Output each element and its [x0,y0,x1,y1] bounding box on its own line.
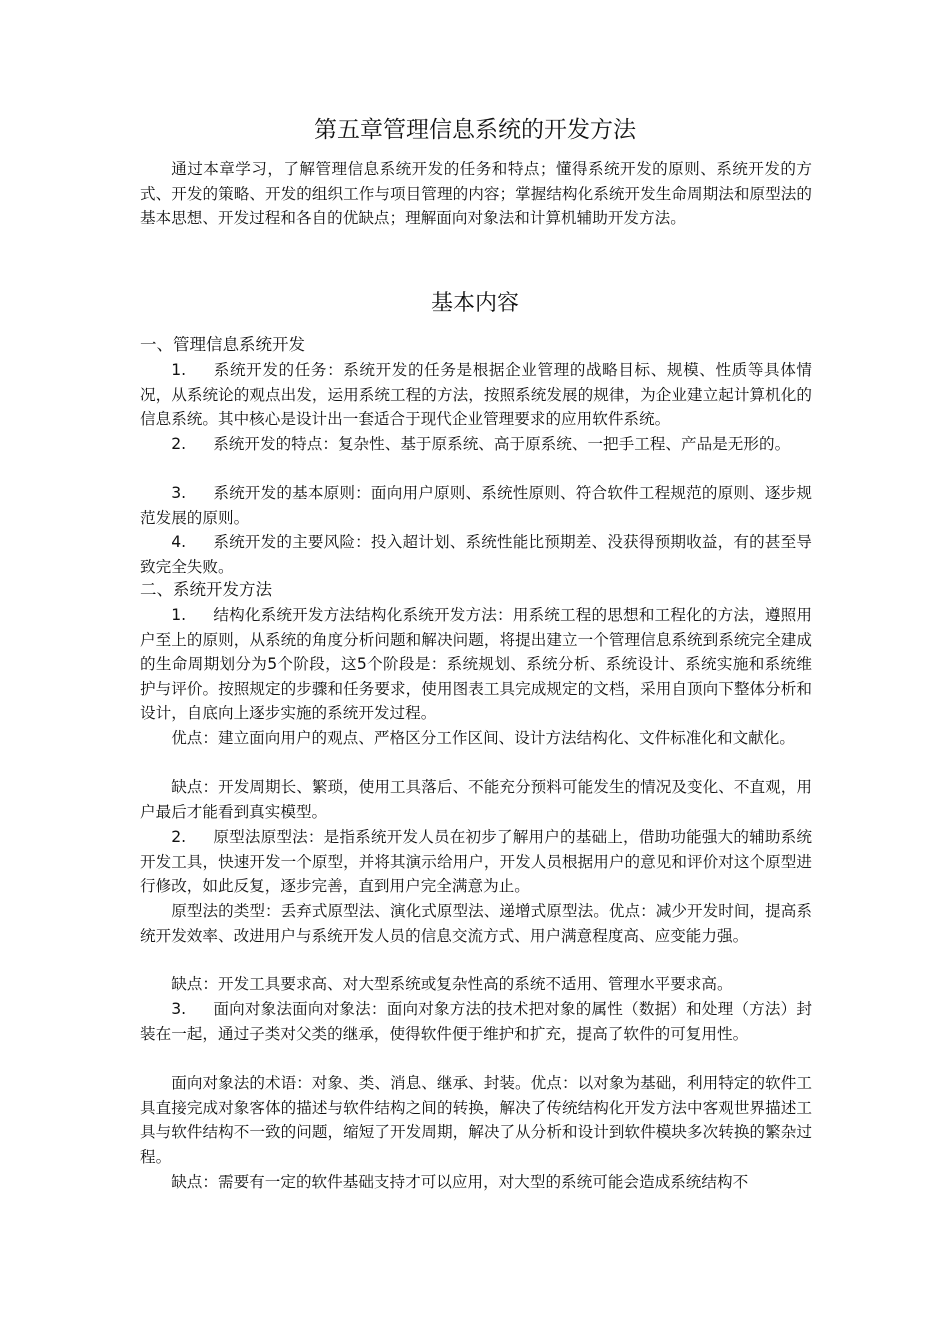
item-text: 系统开发的任务：系统开发的任务是根据企业管理的战略目标、规模、性质等具体情况，从系统论的观点出发，运用系统工程的方法，按照系统发展的规律，为企业建立起计算机化的信息系统。其中核心是设计出一套适合于现代企业管理要求的应用软件系统。 [140,361,812,429]
item-number: 2. [171,828,187,846]
item-text: 面向对象法面向对象法：面向对象方法的技术把对象的属性（数据）和处理（方法）封装在一起，通过子类对父类的继承，使得软件便于维护和扩充，提高了软件的可复用性。 [140,1000,812,1043]
item-text: 结构化系统开发方法结构化系统开发方法：用系统工程的思想和工程化的方法，遵照用户至上的原则，从系统的角度分析问题和解决问题，将提出建立一个管理信息系统到系统完全建成的生命周期划分为5个阶段，这5个阶段是：系统规划、系统分析、系统设计、系统实施和系统维护与评价。按照规定的步骤和任务要求，使用图表工具完成规定的文档，采用自顶向下整体分析和设计，自底向上逐步实施的系统开发过程。 [140,606,812,723]
item-number: 3. [171,484,187,502]
section1-item-2 [140,432,812,457]
item-text: 系统开发的特点：复杂性、基于原系统、高于原系统、一把手工程、产品是无形的。 [213,435,791,453]
section1-item-4 [140,530,812,579]
section-subtitle: 基本内容 [430,291,519,316]
item-number: 1. [171,361,187,379]
section2-item-1 [140,603,812,726]
section2-item3-cons: 缺点：需要有一定的软件基础支持才可以应用，对大型的系统可能会造成系统结构不 [171,1173,749,1191]
section2-item-3 [140,997,812,1046]
section2-item1-cons: 缺点：开发周期长、繁琐，使用工具落后、不能充分预料可能发生的情况及变化、不直观，用户最后才能看到真实模型。 [140,778,812,821]
item-number: 2. [171,435,187,453]
section2-heading: 二、系统开发方法 [140,580,272,599]
intro-paragraph: 通过本章学习，了解管理信息系统开发的任务和特点；懂得系统开发的原则、系统开发的方式、开发的策略、开发的组织工作与项目管理的内容；掌握结构化系统开发生命周期法和原型法的基本思想、开发过程和各自的优缺点；理解面向对象法和计算机辅助开发方法。 [140,160,812,228]
section2-item2-types: 原型法的类型：丢弃式原型法、演化式原型法、递增式原型法。优点：减少开发时间，提高系统开发效率、改进用户与系统开发人员的信息交流方式、用户满意程度高、应变能力强。 [140,902,812,945]
item-text: 原型法原型法：是指系统开发人员在初步了解用户的基础上，借助功能强大的辅助系统开发工具，快速开发一个原型，并将其演示给用户，开发人员根据用户的意见和评价对这个原型进行修改，如此反复，逐步完善，直到用户完全满意为止。 [140,828,812,896]
section1-item-3 [140,481,812,530]
section2-item-2 [140,825,812,899]
section2-item2-cons: 缺点：开发工具要求高、对大型系统或复杂性高的系统不适用、管理水平要求高。 [171,975,733,993]
item-text: 系统开发的主要风险：投入超计划、系统性能比预期差、没获得预期收益，有的甚至导致完全失败。 [140,533,812,576]
item-text: 系统开发的基本原则：面向用户原则、系统性原则、符合软件工程规范的原则、逐步规范发展的原则。 [140,484,812,527]
section1-heading: 一、管理信息系统开发 [140,335,305,354]
item-number: 1. [171,606,187,624]
section1-item-1 [140,358,812,432]
section2-item1-pros: 优点：建立面向用户的观点、严格区分工作区间、设计方法结构化、文件标准化和文献化。 [171,729,795,747]
item-number: 4. [171,533,187,551]
chapter-title: 第五章管理信息系统的开发方法 [314,117,636,143]
section2-item3-terms: 面向对象法的术语：对象、类、消息、继承、封装。优点：以对象为基础，利用特定的软件工具直接完成对象客体的描述与软件结构之间的转换，解决了传统结构化开发方法中客观世界描述工具与软件结构不一致的问题，缩短了开发周期，解决了从分析和设计到软件模块多次转换的繁杂过程。 [140,1074,812,1166]
item-number: 3. [171,1000,187,1018]
